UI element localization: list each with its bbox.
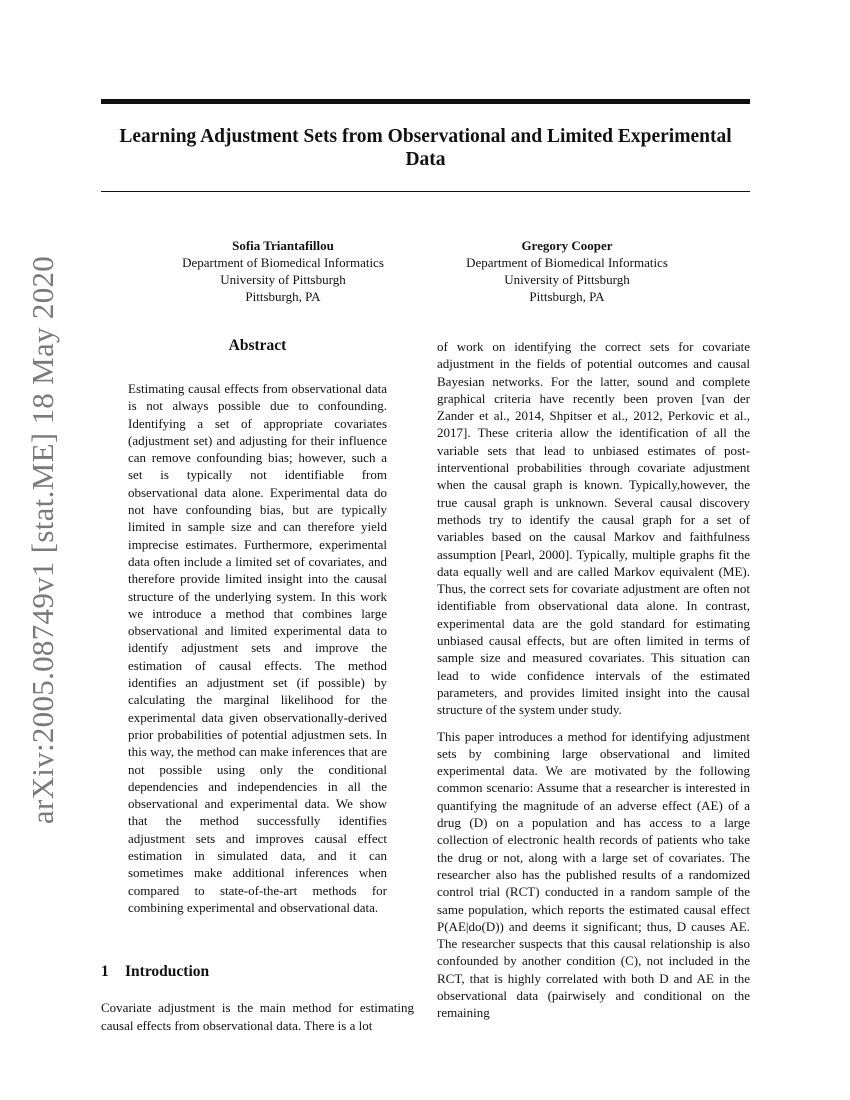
left-column <box>101 336 414 1034</box>
arxiv-identifier-stamp: arXiv:2005.08749v1 [stat.ME] 18 May 2020 <box>25 255 60 825</box>
author-block-1 <box>153 237 413 305</box>
author-university: University of Pittsburgh <box>504 272 630 287</box>
section-heading-introduction <box>101 962 414 982</box>
section-title: Introduction <box>125 963 210 981</box>
author-location: Pittsburgh, PA <box>245 289 321 304</box>
title-top-rule <box>101 99 750 104</box>
abstract-heading: Abstract <box>228 337 287 354</box>
author-name: Gregory Cooper <box>521 238 613 253</box>
body-paragraph-2: This paper introduces a method for identifying adjustment sets by combining large observational and limited experimental data. We are motivated by the following common scenario: Assume that a researcher is interested in quantifying the magnitude of an adverse effect (AE) of a drug (D) on a population and has access to a large collection of electronic health records of patients who take the drug or not, along with a large set of covariates. The researcher also has the published results of a randomized control trial (RCT) conducted in a random sample of the same population, which reports the estimated causal effect P(AE|do(D)) and deems it significant; thus, D causes AE. The researcher suspects that this causal relationship is also confounded by another condition (C), not included in the RCT, that is highly correlated with both D and AE in the observational data (pairwisely and conditional on the remaining <box>437 728 750 1021</box>
author-department: Department of Biomedical Informatics <box>466 255 668 270</box>
introduction-paragraph: Covariate adjustment is the main method for estimating causal effects from observational data. There is a lot <box>101 1000 414 1033</box>
paper-title: Learning Adjustment Sets from Observational and Limited Experimental Data <box>119 126 732 170</box>
author-department: Department of Biomedical Informatics <box>182 255 384 270</box>
title-bottom-rule <box>101 191 750 192</box>
author-name: Sofia Triantafillou <box>232 238 334 253</box>
author-location: Pittsburgh, PA <box>529 289 605 304</box>
abstract-body: Estimating causal effects from observational data is not always possible due to confounding. Identifying a set of appropriate covariates (adjustment set) and adjusting for their influence can remove confounding bias; however, such a set is typically not identifiable from observational data alone. Experimental data do not have confounding bias, but are typically limited in sample size and can therefore yield imprecise estimates. Furthermore, experimental data often include a limited set of covariates, and therefore provide limited insight into the causal structure of the underlying system. In this work we introduce a method that combines large observational and limited experimental data to identify adjustment sets and improve the estimation of causal effects. The method identifies an adjustment set (if possible) by calculating the marginal likelihood for the experimental data given observationally-derived prior probabilities of potential adjustmen sets. In this way, the method can make inferences that are not possible using only the conditional dependencies and independencies in all the observational and experimental data. We show that the method successfully identifies adjustment sets and improves causal effect estimation in simulated data, and it can sometimes make additional inferences when compared to state-of-the-art methods for combining experimental and observational data. <box>128 381 387 915</box>
author-block-2 <box>437 237 697 305</box>
right-column <box>437 338 750 1022</box>
author-university: University of Pittsburgh <box>220 272 346 287</box>
body-paragraph-1: of work on identifying the correct sets for covariate adjustment in the fields of potential outcomes and causal Bayesian networks. For the latter, sound and complete graphical criteria have recently been proven [van der Zander et al., 2014, Shpitser et al., 2012, Perkovic et al., 2017]. These criteria allow the identification of all the variable sets that lead to unbiased estimates of post-interventional probabilities through covariate adjustment when the causal graph is known. Typically,however, the true causal graph is unknown. Several causal discovery methods try to identify the causal graph for a set of variables based on the causal Markov and faithfulness assumption [Pearl, 2000]. Typically, multiple graphs fit the data equally well and are called Markov equivalent (ME). Thus, the correct sets for covariate adjustment are often not identifiable from observational data alone. In contrast, experimental data are the gold standard for estimating unbiased causal effects, but are often limited in terms of sample size and measured covariates. This situation can lead to wide confidence intervals of the estimated parameters, and provides limited insight into the causal structure of the system under study. <box>437 339 750 718</box>
section-number: 1 <box>101 963 109 981</box>
